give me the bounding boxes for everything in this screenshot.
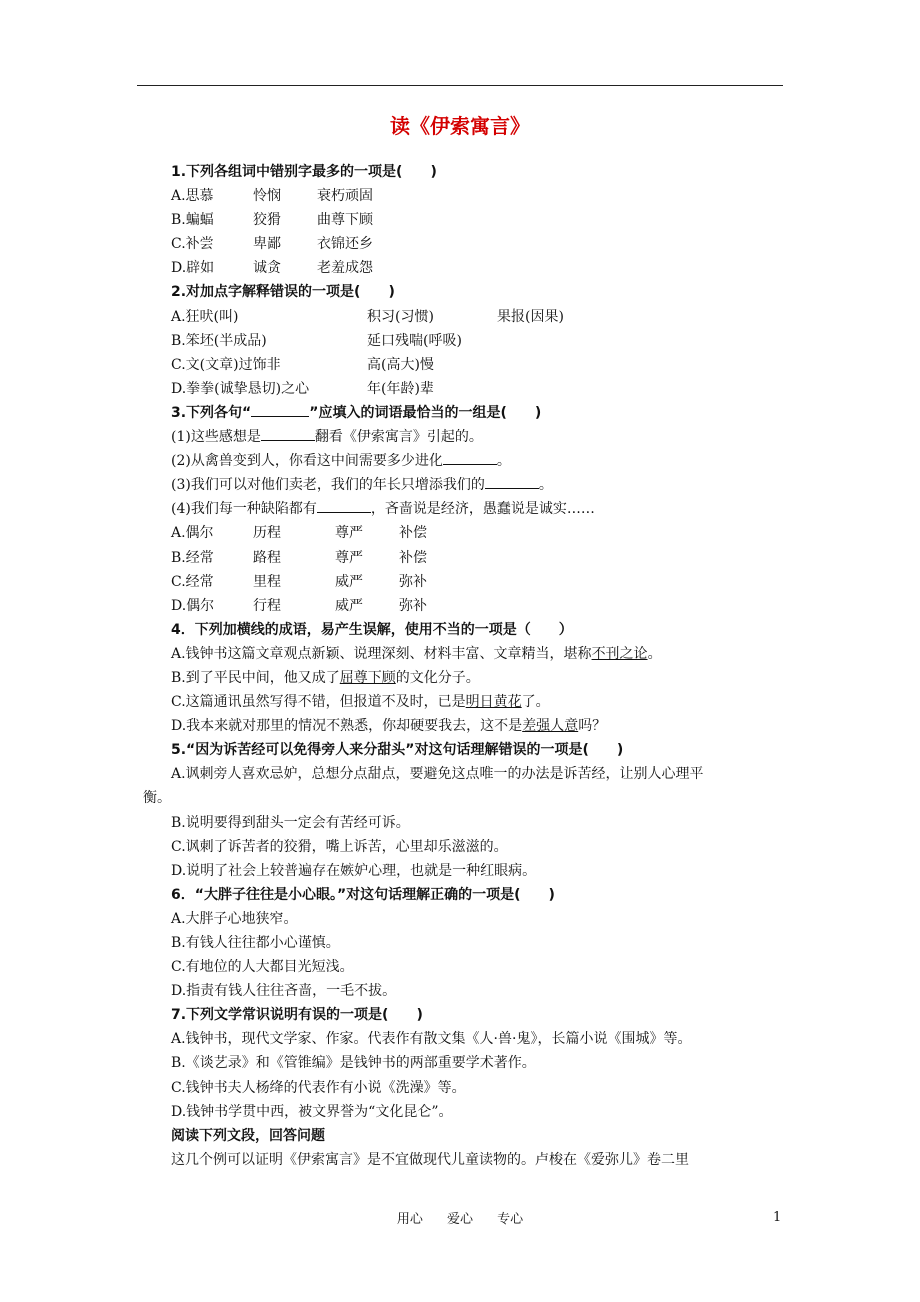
- question-5-stem: 5.“因为诉苦经可以免得旁人来分甜头”对这句话理解错误的一项是( ): [171, 742, 624, 759]
- question-5-option-d: D.说明了社会上较普遍存在嫉妒心理，也就是一种红眼病。: [171, 862, 537, 879]
- reading-passage: 这几个例可以证明《伊索寓言》是不宜做现代儿童读物的。卢梭在《爱弥儿》卷二里: [171, 1151, 689, 1168]
- question-3-sentence-4: (4)我们每一种缺陷都有 ，吝啬说是经济，愚蠢说是诚实……: [171, 497, 783, 521]
- question-3-option-c: C.经常 里程 威严 弥补: [171, 573, 427, 590]
- question-1-option-d: D.辟如 诚贪 老羞成怨: [171, 260, 373, 277]
- blank: [317, 498, 371, 513]
- page-number: 1: [773, 1210, 782, 1225]
- footer-motto-3: 专心: [497, 1212, 524, 1227]
- question-3-sentence-2: (2)从禽兽变到人，你看这中间需要多少进化 。: [171, 449, 783, 473]
- question-5-option-a: A.讽刺旁人喜欢忌妒，总想分点甜点，要避免这点唯一的办法是诉苦经，让别人心理平: [171, 766, 704, 783]
- question-2-option-d: D.拳拳(诚挚恳切)之心 年(年龄)辈: [171, 380, 434, 397]
- question-3-option-a: A.偶尔 历程 尊严 补偿: [171, 525, 427, 542]
- question-6-option-b: B.有钱人往往都小心谨慎。: [171, 935, 340, 951]
- question-5-option-c: C.讽刺了诉苦者的狡猾，嘴上诉苦，心里却乐滋滋的。: [171, 838, 508, 855]
- question-5-option-a-continued: 衡。: [143, 790, 171, 807]
- blank: [443, 450, 497, 465]
- question-3-sentence-1: (1)这些感想是 翻看《伊索寓言》引起的。: [171, 425, 783, 449]
- blank: [251, 402, 309, 417]
- blank: [485, 474, 539, 489]
- question-4-option-b: B.到了平民中间，他又成了屈尊下顾的文化分子。: [171, 669, 480, 686]
- question-7-option-c: C.钱钟书夫人杨绛的代表作有小说《洗澡》等。: [171, 1079, 466, 1096]
- underlined-idiom: 明日黄花: [465, 694, 522, 711]
- question-3-stem: 3.下列各句“ ”应填入的词语最恰当的一组是( ): [171, 401, 783, 425]
- question-7-stem: 7.下列文学常识说明有误的一项是( ): [171, 1007, 423, 1024]
- question-7-option-d: D.钱钟书学贯中西，被文界誉为“文化昆仑”。: [171, 1103, 453, 1120]
- question-3-option-d: D.偶尔 行程 威严 弥补: [171, 597, 427, 614]
- question-4-stem: 4．下列加横线的成语，易产生误解，使用不当的一项是（ ）: [171, 621, 573, 638]
- underlined-idiom: 屈尊下顾: [339, 669, 396, 686]
- question-7-option-a: A.钱钟书，现代文学家、作家。代表作有散文集《人·兽·鬼》，长篇小说《围城》等。: [171, 1031, 692, 1048]
- question-1-option-a: A.思慕 怜悯 衰朽顽固: [171, 188, 373, 205]
- underlined-idiom: 差强人意: [522, 718, 579, 735]
- question-2-option-b: B.笨坯(半成品) 延口残喘(呼吸): [171, 332, 462, 349]
- footer-motto-1: 用心: [396, 1212, 423, 1227]
- question-2-option-c: C.文(文章)过饰非 高(高大)慢: [171, 356, 434, 373]
- question-content: [143, 160, 783, 1172]
- page-footer: [0, 1208, 920, 1227]
- question-1-option-b: B.蝙蝠 狡猾 曲尊下顾: [171, 212, 373, 229]
- question-3-sentence-3: (3)我们可以对他们卖老，我们的年长只增添我们的 。: [171, 473, 783, 497]
- question-4-option-d: D.我本来就对那里的情况不熟悉，你却硬要我去，这不是差强人意吗？: [171, 718, 607, 735]
- question-6-option-d: D.指责有钱人往往吝啬，一毛不拔。: [171, 983, 397, 1000]
- question-4-option-c: C.这篇通讯虽然写得不错，但报道不及时，已是明日黄花了。: [171, 694, 550, 711]
- question-1-option-c: C.补尝 卑鄙 衣锦还乡: [171, 236, 373, 253]
- header-rule: [137, 85, 783, 86]
- question-2-option-a: A.狂吠(叫) 积习(习惯) 果报(因果): [171, 308, 564, 325]
- question-6-stem: 6．“大胖子往往是小心眼。”对这句话理解正确的一项是( ): [171, 886, 555, 903]
- question-6-option-a: A.大胖子心地狭窄。: [171, 910, 298, 927]
- question-1-stem: 1.下列各组词中错别字最多的一项是( ): [171, 164, 437, 180]
- page-title: 读《伊索寓言》: [390, 114, 530, 138]
- question-2-stem: 2.对加点字解释错误的一项是( ): [171, 284, 395, 301]
- question-4-option-a: A.钱钟书这篇文章观点新颖、说理深刻、材料丰富、文章精当，堪称不刊之论。: [171, 645, 662, 662]
- reading-heading: 阅读下列文段，回答问题: [171, 1127, 325, 1144]
- question-5-option-b: B.说明要得到甜头一定会有苦经可诉。: [171, 814, 410, 831]
- blank: [261, 426, 315, 441]
- footer-motto-2: 爱心: [446, 1212, 473, 1227]
- question-3-option-b: B.经常 路程 尊严 补偿: [171, 549, 427, 566]
- question-7-option-b: B.《谈艺录》和《管锥编》是钱钟书的两部重要学术著作。: [171, 1055, 536, 1072]
- question-6-option-c: C.有地位的人大都目光短浅。: [171, 959, 354, 976]
- underlined-idiom: 不刊之论: [591, 645, 648, 662]
